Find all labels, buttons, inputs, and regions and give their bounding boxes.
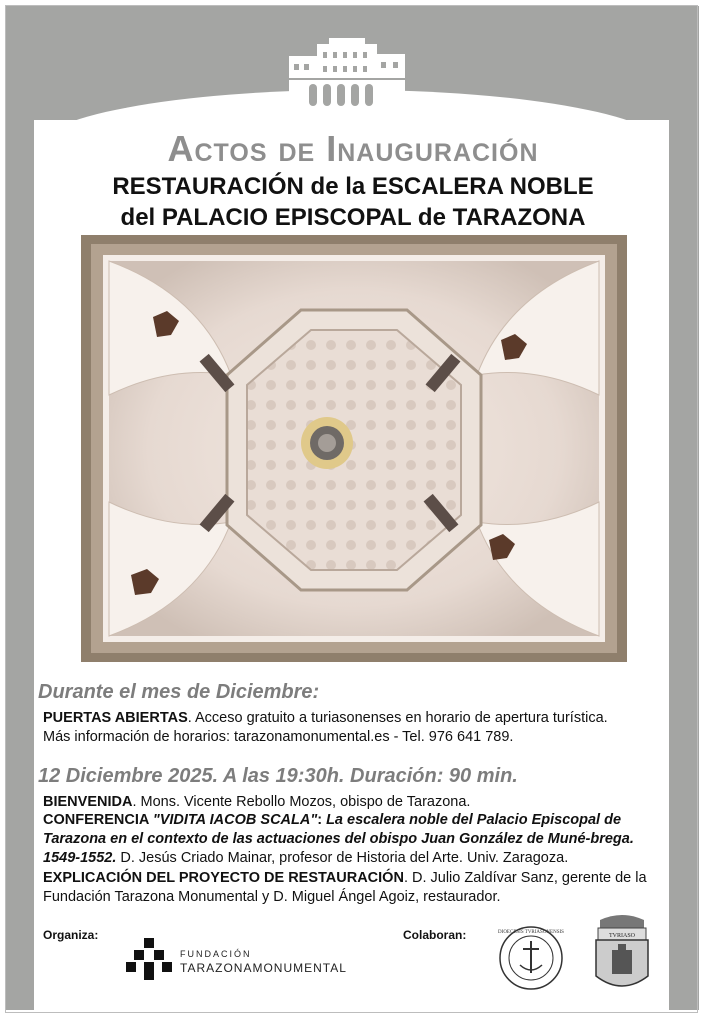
- page-title: Actos de Inauguración: [167, 128, 539, 169]
- open-doors-text: . Acceso gratuito a turiasonenses en horario de apertura turística.: [187, 710, 608, 726]
- vault-photo: [81, 235, 627, 662]
- diocesis-seal-icon: [498, 925, 564, 991]
- organiza-label: Organiza:: [43, 928, 99, 942]
- palace-logo-icon: [289, 36, 405, 106]
- open-doors-label: PUERTAS ABIERTAS: [43, 710, 188, 726]
- subtitle-line-1: RESTAURACIÓN de la ESCALERA NOBLE: [112, 173, 594, 200]
- tarazona-crest-icon: [590, 914, 654, 994]
- open-doors-line: [43, 709, 663, 728]
- project-label: EXPLICACIÓN DEL PROYECTO DE RESTAURACIÓN: [43, 870, 404, 886]
- conference-speaker: D. Jesús Criado Mainar, profesor de Historia del Arte. Univ. Zaragoza.: [116, 850, 569, 866]
- colaboran-label: Colaboran:: [403, 928, 467, 942]
- project-text: . D. Julio Zaldívar Sanz, gerente de la Fundación Tarazona Monumental y D. Miguel Ángel Agoiz, restaurador.: [43, 870, 647, 905]
- welcome-text: . Mons. Vicente Rebollo Mozos, obispo de Tarazona.: [132, 794, 471, 810]
- info-line: Más información de horarios: tarazonamonumental.es - Tel. 976 641 789.: [43, 729, 514, 745]
- fundacion-mark-icon: [126, 938, 174, 980]
- conference-years: 1549-1552.: [43, 850, 117, 866]
- conference-title: "VIDITA IACOB SCALA": [152, 812, 318, 828]
- conference-paragraph: [43, 811, 663, 868]
- diocesis-seal-text: DIOECESIS TVRIASONENSIS: [498, 930, 564, 935]
- event-heading: 12 Diciembre 2025. A las 19:30h. Duración: 90 min.: [38, 765, 518, 787]
- conference-subject: La escalera noble del Palacio Episcopal de Tarazona en el contexto de las actuaciones del obispo Juan González de Muné-brega.: [43, 812, 634, 847]
- tarazona-monumental-label: TARAZONAMONUMENTAL: [180, 961, 347, 975]
- fundacion-label: FUNDACIÓN: [180, 949, 252, 959]
- conference-label: CONFERENCIA: [43, 812, 153, 828]
- december-heading: Durante el mes de Diciembre:: [38, 681, 320, 703]
- project-paragraph: [43, 869, 663, 907]
- conference-colon: :: [317, 812, 327, 828]
- welcome-label: BIENVENIDA: [43, 794, 133, 810]
- subtitle-line-2: del PALACIO EPISCOPAL de TARAZONA: [120, 204, 586, 231]
- tarazona-crest-text: TVRIASO: [608, 933, 636, 939]
- welcome-line: [43, 793, 663, 812]
